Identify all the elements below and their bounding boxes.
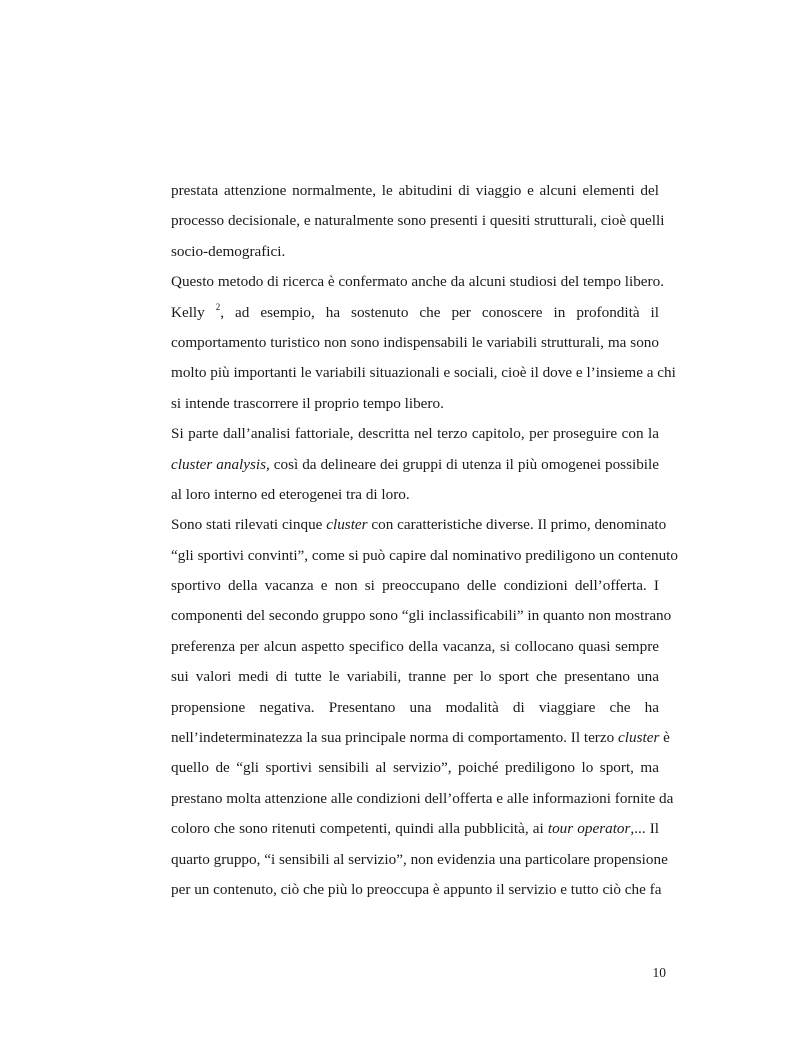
text-line: componenti del secondo gruppo sono “gli inclassificabili” in quanto non mostrano: [171, 607, 672, 625]
text-line: [171, 450, 659, 480]
text-line: si intende trascorrere il proprio tempo libero.: [171, 394, 444, 412]
text-line: socio-demografici.: [171, 242, 286, 260]
text-line: quello de “gli sportivi sensibili al servizio”, poiché prediligono lo sport, ma: [171, 759, 659, 777]
text-segment: Sono stati rilevati cinque: [171, 516, 327, 534]
page-number: 10: [652, 965, 666, 980]
text-line: comportamento turistico non sono indispensabili le variabili strutturali, ma sono: [171, 333, 659, 351]
italic-term: cluster: [618, 729, 660, 747]
text-line: processo decisionale, e naturalmente sono presenti i quesiti strutturali, cioè quelli: [171, 212, 665, 230]
italic-term: tour operator: [547, 820, 631, 838]
text-line: sportivo della vacanza e non si preoccupano delle condizioni dell’offerta. I: [171, 577, 659, 595]
text-segment: coloro che sono ritenuti competenti, quindi alla pubblicità, ai: [171, 820, 548, 838]
text-line: [171, 298, 659, 328]
text-segment: , ad esempio, ha sostenuto che per conoscere in profondità il: [220, 303, 659, 321]
text-line: “gli sportivi convinti”, come si può capire dal nominativo prediligono un contenuto: [171, 546, 678, 564]
text-segment: è: [659, 729, 670, 747]
text-segment: con caratteristiche diverse. Il primo, denominato: [367, 516, 667, 534]
italic-term: cluster analysis,: [171, 455, 270, 473]
text-line: sui valori medi di tutte le variabili, tranne per lo sport che presentano una: [171, 668, 659, 686]
text-line: preferenza per alcun aspetto specifico della vacanza, si collocano quasi sempre: [171, 637, 659, 655]
text-line: molto più importanti le variabili situazionali e sociali, cioè il dove e l’insieme a chi: [171, 364, 676, 382]
body-text: [171, 176, 678, 905]
text-segment: ,... Il: [630, 820, 659, 838]
text-line: quarto gruppo, “i sensibili al servizio”, non evidenzia una particolare propensione: [171, 850, 668, 868]
text-line: [171, 814, 659, 844]
text-line: prestano molta attenzione alle condizioni dell’offerta e alle informazioni fornite da: [171, 789, 674, 807]
footnote-reference: 2: [215, 301, 221, 312]
text-segment: così da delineare dei gruppi di utenza il più omogenei possibile: [269, 455, 659, 473]
text-line: prestata attenzione normalmente, le abitudini di viaggio e alcuni elementi del: [171, 182, 659, 199]
text-line: propensione negativa. Presentano una modalità di viaggiare che ha: [171, 698, 659, 716]
italic-term: cluster: [326, 516, 368, 534]
text-line: Questo metodo di ricerca è confermato anche da alcuni studiosi del tempo libero.: [171, 273, 665, 291]
text-line: Si parte dall’analisi fattoriale, descritta nel terzo capitolo, per proseguire con la: [171, 425, 659, 443]
text-line: [171, 723, 670, 753]
text-line: al loro interno ed eterogenei tra di loro.: [171, 485, 410, 503]
text-segment: nell’indeterminatezza la sua principale norma di comportamento. Il terzo: [171, 729, 619, 747]
text-line: [171, 510, 667, 540]
text-line: per un contenuto, ciò che più lo preoccupa è appunto il servizio e tutto ciò che fa: [171, 880, 662, 898]
text-segment: Kelly: [171, 303, 216, 321]
